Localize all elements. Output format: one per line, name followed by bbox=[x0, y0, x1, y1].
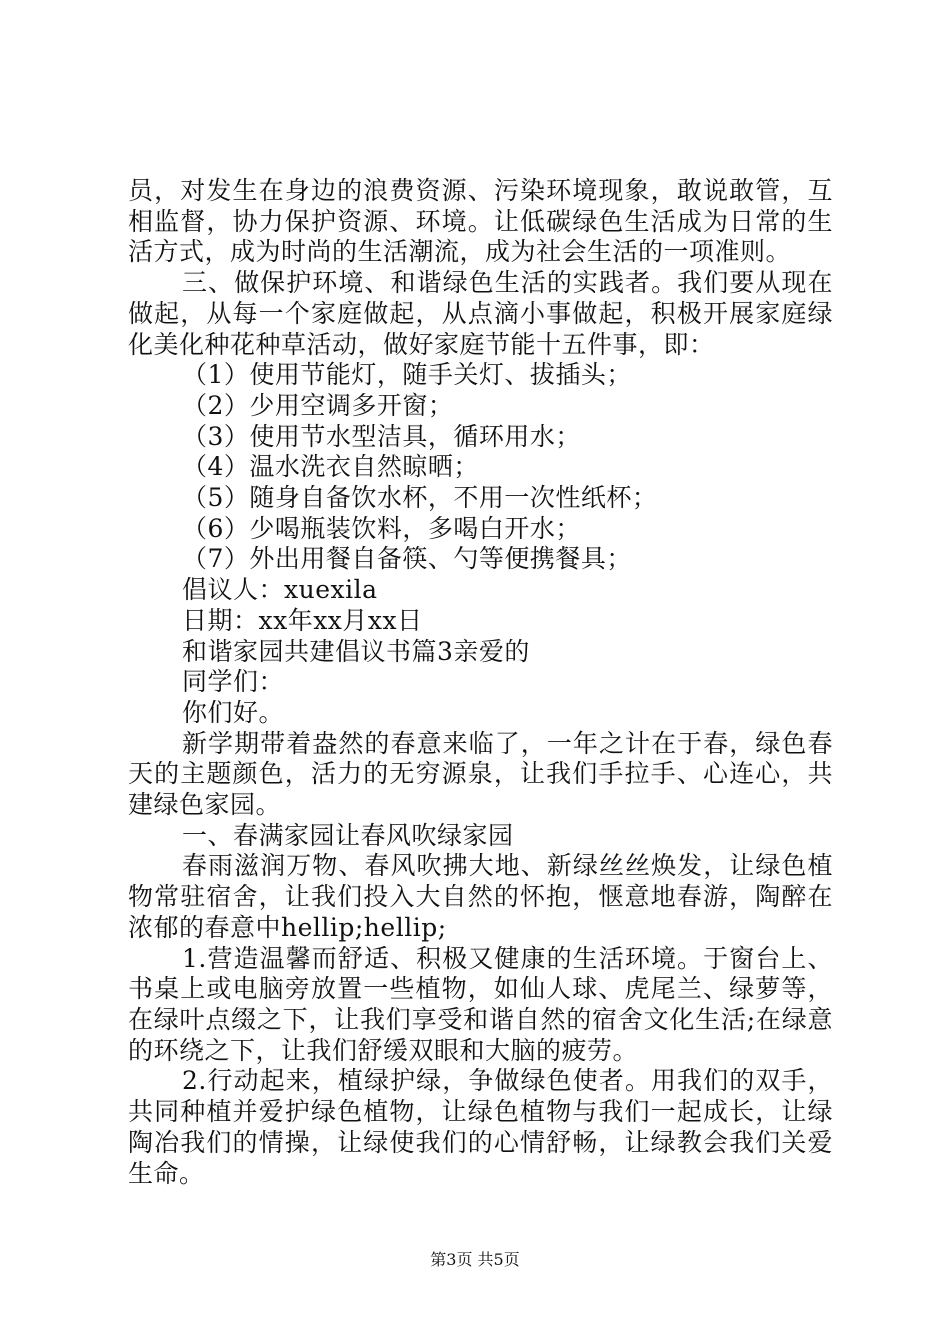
document-body bbox=[128, 176, 833, 1189]
text-line: 活方式，成为时尚的生活潮流，成为社会生活的一项准则。 bbox=[128, 237, 792, 267]
text-line: （1）使用节能灯，随手关灯、拔插头； bbox=[182, 360, 632, 390]
text-line: 的环绕之下，让我们舒缓双眼和大脑的疲劳。 bbox=[128, 1035, 639, 1065]
text-line: （5）随身自备饮水杯，不用一次性纸杯； bbox=[182, 483, 658, 513]
text-line: 三、做保护环境、和谐绿色生活的实践者。我们要从现在 bbox=[182, 268, 833, 298]
text-line: 共同种植并爱护绿色植物，让绿色植物与我们一起成长，让绿 bbox=[128, 1097, 833, 1127]
text-line: 生命。 bbox=[128, 1158, 205, 1188]
text-line: 同学们： bbox=[182, 667, 285, 697]
text-line: 日期：xx年xx月xx日 bbox=[182, 605, 423, 635]
text-line: （2）少用空调多开窗； bbox=[182, 390, 454, 420]
text-line: 物常驻宿舍，让我们投入大自然的怀抱，惬意地春游，陶醉在 bbox=[128, 882, 833, 912]
text-line: （7）外出用餐自备筷、勺等便携餐具； bbox=[182, 544, 632, 574]
text-line: 建绿色家园。 bbox=[128, 790, 282, 820]
text-line: 陶冶我们的情操，让绿使我们的心情舒畅，让绿教会我们关爱 bbox=[128, 1127, 833, 1157]
text-line: （6）少喝瓶装饮料，多喝白开水； bbox=[182, 513, 581, 543]
page-footer: 第3页 共5页 bbox=[430, 1250, 520, 1269]
text-line: 和谐家园共建倡议书篇3亲爱的 bbox=[182, 636, 530, 666]
text-line: 春雨滋润万物、春风吹拂大地、新绿丝丝焕发，让绿色植 bbox=[182, 851, 833, 881]
text-line: 在绿叶点缀之下，让我们享受和谐自然的宿舍文化生活;在绿意 bbox=[128, 1004, 833, 1034]
text-line: 做起，从每一个家庭做起，从点滴小事做起，积极开展家庭绿 bbox=[128, 298, 833, 328]
text-line: 相监督，协力保护资源、环境。让低碳绿色生活成为日常的生 bbox=[128, 206, 833, 236]
text-line: 新学期带着盎然的春意来临了，一年之计在于春，绿色春 bbox=[182, 728, 833, 758]
text-line: 书桌上或电脑旁放置一些植物，如仙人球、虎尾兰、绿萝等， bbox=[128, 974, 833, 1004]
text-line: 一、春满家园让春风吹绿家园 bbox=[182, 820, 514, 850]
text-line: 倡议人：xuexila bbox=[182, 575, 378, 605]
text-line: 天的主题颜色，活力的无穷源泉，让我们手拉手、心连心，共 bbox=[128, 759, 833, 789]
text-line: 员，对发生在身边的浪费资源、污染环境现象，敢说敢管，互 bbox=[128, 176, 833, 205]
text-line: 2.行动起来，植绿护绿，争做绿色使者。用我们的双手， bbox=[182, 1066, 833, 1096]
text-line: （4）温水洗衣自然晾晒； bbox=[182, 452, 479, 482]
text-line: （3）使用节水型洁具，循环用水； bbox=[182, 421, 581, 451]
text-line: 化美化种花种草活动，做好家庭节能十五件事，即： bbox=[128, 329, 715, 359]
text-line: 浓郁的春意中hellip;hellip; bbox=[128, 912, 447, 942]
text-line: 1.营造温馨而舒适、积极又健康的生活环境。于窗台上、 bbox=[182, 943, 833, 973]
text-line: 你们好。 bbox=[182, 697, 285, 727]
